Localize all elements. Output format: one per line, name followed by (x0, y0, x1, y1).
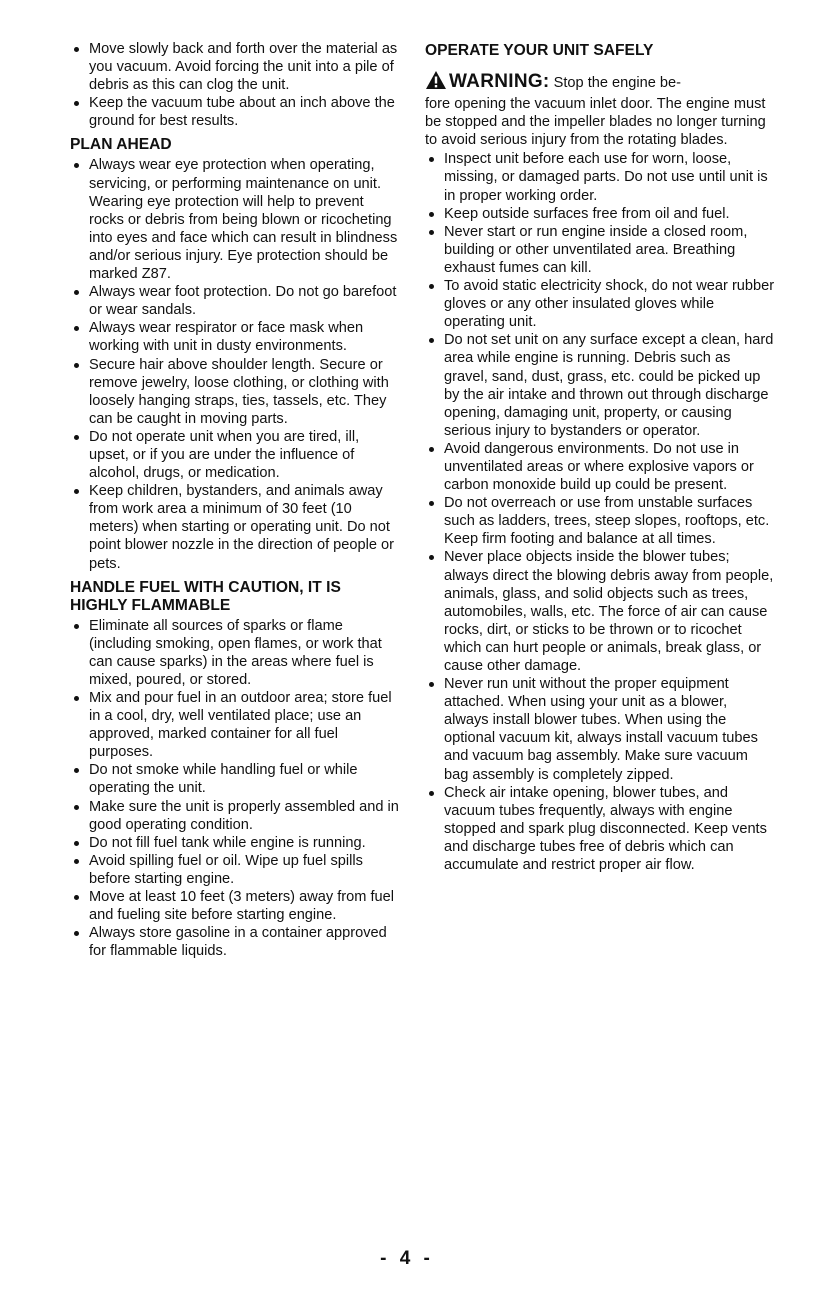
list-item: Never place objects inside the blower tubes; always direct the blowing debris away from people, animals, glass, and solid objects such as trees, automobiles, walls, etc. The force of air can cause rocks, dirt, or sticks to be thrown or to ricochet which can hurt people or animals, break glass, or cause other damage. (425, 548, 775, 675)
warning-label: WARNING: (449, 71, 550, 92)
operate-safely-heading: OPERATE YOUR UNIT SAFELY (425, 42, 654, 59)
list-item: Never run unit without the proper equipment attached. When using your unit as a blower, always install blower tubes. When using the optional vacuum kit, always install vacuum tubes and vacuum bag assembly. Make sure vacuum bag assembly is completely zipped. (425, 675, 775, 784)
list-item: Avoid dangerous environments. Do not use in unventilated areas or where explosive vapors or carbon monoxide build up could be present. (425, 440, 775, 494)
page-number: - 4 - (380, 1248, 434, 1269)
list-item: Make sure the unit is properly assembled and in good operating condition. (70, 798, 400, 834)
list-item: Move slowly back and forth over the material as you vacuum. Avoid forcing the unit into a pile of debris as this can clog the unit. (70, 40, 400, 94)
handle-fuel-list (70, 617, 400, 961)
list-item: Do not overreach or use from unstable surfaces such as ladders, trees, steep slopes, rooftops, etc. Keep firm footing and balance at all times. (425, 494, 775, 548)
list-item: Do not set unit on any surface except a clean, hard area while engine is running. Debris such as gravel, sand, dust, grass, etc. could be picked up by the air intake and thrown out through discharge opening, damaging unit, property, or causing serious injury to bystanders or operator. (425, 331, 775, 440)
list-item: Avoid spilling fuel or oil. Wipe up fuel spills before starting engine. (70, 852, 400, 888)
plan-ahead-list (70, 156, 400, 572)
list-item: Eliminate all sources of sparks or flame (including smoking, open flames, or work that can cause sparks) in the areas where fuel is mixed, poured, or stored. (70, 617, 400, 689)
list-item: Move at least 10 feet (3 meters) away from fuel and fueling site before starting engine. (70, 888, 400, 924)
list-item: Always store gasoline in a container approved for flammable liquids. (70, 924, 400, 960)
warning-triangle-icon (425, 70, 447, 95)
list-item: Never start or run engine inside a closed room, building or other unventilated area. Breathing exhaust fumes can kill. (425, 223, 775, 277)
list-item: Keep the vacuum tube about an inch above the ground for best results. (70, 94, 400, 130)
list-item: Do not operate unit when you are tired, ill, upset, or if you are under the influence of alcohol, drugs, or medication. (70, 428, 400, 482)
operate-safely-list (425, 150, 775, 874)
intro-list (70, 40, 400, 130)
list-item: Do not smoke while handling fuel or while operating the unit. (70, 761, 400, 797)
list-item: Always wear respirator or face mask when working with unit in dusty environments. (70, 319, 400, 355)
list-item: Do not fill fuel tank while engine is running. (70, 834, 400, 852)
warning-text: fore opening the vacuum inlet door. The engine must be stopped and the impeller blades no longer turning to avoid serious injury from the rotating blades. (425, 96, 766, 149)
list-item: To avoid static electricity shock, do not wear rubber gloves or any other insulated gloves while operating unit. (425, 277, 775, 331)
list-item: Keep outside surfaces free from oil and fuel. (425, 205, 775, 223)
list-item: Check air intake opening, blower tubes, and vacuum tubes frequently, always with engine stopped and spark plug disconnected. Keep vents and discharge tubes free of debris which can accumulate and restrict proper air flow. (425, 784, 775, 874)
warning-line (425, 70, 775, 95)
left-column (70, 40, 400, 960)
warning-lead: Stop the engine be- (553, 75, 682, 91)
plan-ahead-heading: PLAN AHEAD (70, 136, 172, 154)
list-item: Secure hair above shoulder length. Secure or remove jewelry, loose clothing, or clothing with loosely hanging straps, ties, tassels, etc. They can be caught in moving parts. (70, 356, 400, 428)
list-item: Always wear foot protection. Do not go barefoot or wear sandals. (70, 283, 400, 319)
list-item: Mix and pour fuel in an outdoor area; store fuel in a cool, dry, well ventilated place; use an approved, marked container for all fuel purposes. (70, 689, 400, 761)
handle-fuel-heading: HANDLE FUEL WITH CAUTION, IT IS HIGHLY FLAMMABLE (70, 578, 341, 614)
list-item: Always wear eye protection when operating, servicing, or performing maintenance on unit. Wearing eye protection will help to prevent rocks or debris from being blown or ricocheting into eyes and face which can result in blindness and/or serious injury. Eye protection should be marked Z87. (70, 156, 400, 283)
list-item: Inspect unit before each use for worn, loose, missing, or damaged parts. Do not use until unit is in proper working order. (425, 150, 775, 204)
list-item: Keep children, bystanders, and animals away from work area a minimum of 30 feet (10 meters) when starting or operating unit. Do not point blower nozzle in the direction of people or pets. (70, 482, 400, 572)
right-column (425, 40, 775, 874)
